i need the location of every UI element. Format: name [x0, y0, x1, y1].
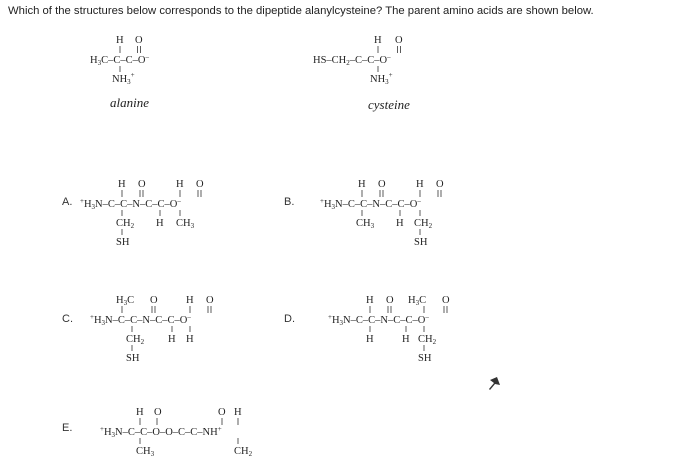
option-a-structure: [80, 179, 204, 248]
svg-text:CH2: CH2: [234, 446, 253, 458]
svg-text:H: H: [374, 35, 382, 46]
svg-text:+H3N–C–C–N–C–C–O–: +H3N–C–C–N–C–C–O–: [90, 313, 191, 327]
option-d-label[interactable]: D.: [284, 313, 295, 325]
svg-text:O: O: [395, 35, 403, 46]
svg-text:H3C: H3C: [116, 295, 135, 307]
svg-text:O: O: [436, 179, 444, 190]
svg-text:H: H: [186, 334, 194, 345]
alanine-structure: [90, 35, 149, 86]
option-a-label[interactable]: A.: [62, 196, 73, 208]
svg-text:O: O: [206, 295, 214, 306]
svg-text:O: O: [150, 295, 158, 306]
svg-text:H: H: [366, 295, 374, 306]
option-c-structure: [90, 295, 214, 364]
option-e-structure: [100, 407, 253, 458]
svg-text:O: O: [138, 179, 146, 190]
svg-text:CH3: CH3: [176, 218, 195, 230]
svg-text:NH3+: NH3+: [112, 71, 135, 86]
svg-text:H3C–C–C–O–: H3C–C–C–O–: [90, 53, 149, 67]
svg-text:O: O: [154, 407, 162, 418]
option-b-label[interactable]: B.: [284, 196, 295, 208]
svg-text:CH3: CH3: [356, 218, 375, 230]
svg-text:CH3: CH3: [136, 446, 155, 458]
svg-text:O: O: [135, 35, 143, 46]
svg-text:CH2: CH2: [418, 334, 437, 346]
svg-text:O: O: [442, 295, 450, 306]
svg-text:SH: SH: [414, 237, 428, 248]
svg-text:H: H: [116, 35, 124, 46]
option-b-structure: [320, 179, 444, 248]
svg-text:NH3+: NH3+: [370, 71, 393, 86]
svg-text:O: O: [378, 179, 386, 190]
svg-text:O: O: [218, 407, 226, 418]
svg-text:HS–CH2–C–C–O–: HS–CH2–C–C–O–: [313, 53, 391, 67]
svg-text:H: H: [358, 179, 366, 190]
svg-text:SH: SH: [418, 353, 432, 364]
svg-text:H: H: [186, 295, 194, 306]
alanine-caption: alanine: [110, 95, 149, 110]
option-d-structure: [328, 295, 450, 364]
svg-text:CH2: CH2: [414, 218, 433, 230]
mouse-cursor-icon: [488, 377, 500, 391]
svg-text:H: H: [366, 334, 374, 345]
svg-text:+H3N–C–C–N–C–C–O–: +H3N–C–C–N–C–C–O–: [328, 313, 429, 327]
svg-text:SH: SH: [116, 237, 130, 248]
svg-text:O: O: [196, 179, 204, 190]
svg-text:+H3N–C–C–N–C–C–O–: +H3N–C–C–N–C–C–O–: [80, 197, 181, 211]
svg-text:H3C: H3C: [408, 295, 427, 307]
option-e-label[interactable]: E.: [62, 422, 73, 434]
cysteine-structure: [313, 35, 403, 86]
svg-text:H: H: [416, 179, 424, 190]
svg-text:SH: SH: [126, 353, 140, 364]
svg-text:CH2: CH2: [116, 218, 135, 230]
svg-text:H: H: [118, 179, 126, 190]
svg-text:H: H: [234, 407, 242, 418]
question-text: Which of the structures below corresponds to the dipeptide alanylcysteine? The parent amino acids are shown below.: [8, 5, 594, 17]
svg-text:H: H: [156, 218, 164, 229]
svg-text:H: H: [168, 334, 176, 345]
svg-text:O: O: [386, 295, 394, 306]
svg-text:+H3N–C–C–N–C–C–O–: +H3N–C–C–N–C–C–O–: [320, 197, 421, 211]
svg-text:H: H: [136, 407, 144, 418]
svg-text:+H3N–C–C–O–O–C–C–NH+: +H3N–C–C–O–O–C–C–NH+: [100, 425, 222, 439]
svg-text:CH2: CH2: [126, 334, 145, 346]
svg-text:H: H: [396, 218, 404, 229]
svg-text:H: H: [402, 334, 410, 345]
cysteine-caption: cysteine: [368, 97, 410, 112]
svg-text:H: H: [176, 179, 184, 190]
option-c-label[interactable]: C.: [62, 313, 73, 325]
